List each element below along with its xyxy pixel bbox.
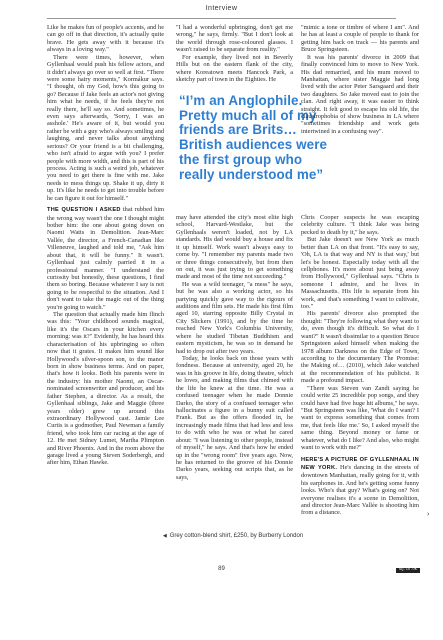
caption-triangle-icon: ◀ [162,533,167,539]
col2-paragraph: may have attended the city's most elite high school, Harvard-Westlake, but the Gyllenhaals weren't loaded, not by LA standards. His dad would buy a house and fix it up himself. Work wasn't always easy to come by. "I remember my parents made two or three things consecutively, but from then on out, it was just trying to get something made and most of the time not succeeding." [176,214,293,281]
section-lead: HERE'S A PICTURE OF GYLLENHAAL IN NEW YORK. [301,456,419,471]
continue-arrow-icon: › [427,511,430,518]
pull-quote-line: Pretty much all of my [179,107,317,123]
brand-badge: GQ.CO.UK [396,568,420,573]
photo-caption [47,533,419,545]
column-1 [47,24,164,529]
page-number: 89 [218,566,225,572]
pull-quote-line: friends are Brits… [179,122,297,138]
section-text: that rubbed him the wrong way wasn't the one I thought might bother him: the one about going down on Naomi Watts in Demolition. Jean-Marc Vallée, the director, a French-Canadian like Villeneuve, laughed and told me, "Ask him about that, it will be funny." It wasn't. Gyllenhaal just calmly parried it in a professional manner. "I understand the curiosity but honestly, these questions, I find them so boring. Because whatever I say is not going to be respectful to the situation. And I don't want to take the magic out of the thing you're going to watch." [47,206,164,311]
column-2-bottom [176,214,293,529]
col3-section [301,456,419,517]
col1-section [47,206,164,311]
page-header [0,0,443,22]
pull-quote-line: “I’m an Anglophile. [179,93,303,108]
pull-quote-line: really understood me” [179,166,324,182]
col1-paragraph: The question that actually made him flinch was this: "Your childhood sounds magical, like it's the Oscars in your kitchen every morning: was it?" Evidently, he has heard this characterisation of his upbringing so often now that it grates. It makes him sound like Hollywood's silver-spoon son, to the manor born in show business terms. And on paper, that's how it looks. Both his parents were in the industry: his mother Naomi, an Oscar-nominated screenwriter and producer, and his father Stephen, a director. As a result, the Gyllenhaal siblings, Jake and Maggie (three years older) grew up around this extraordinary Hollywood cast. Jamie Lee Curtis is a godmother, Paul Newman a family friend, who took him car racing at the age of 12. He met Sidney Lumet, Martha Plimpton and River Phoenix. And in the room above the garage lived a young Steven Soderbergh, and after him, Ethan Hawke. [47,311,164,467]
col1-paragraph: Like he makes fun of people's accents, and he can go off in that direction, it's actually quite brave. He gets away with it because it's always in a loving way." [47,24,164,54]
header-rule [47,18,396,19]
column-2-top [176,24,293,94]
column-3-top [301,24,419,135]
pull-quote-line: the first group who [179,151,303,167]
col2-paragraph: He was a wild teenager, "a mess" he says, but he was also a working actor, so his partying quickly gave way to the rigours of auditions and film sets. He made his first film aged 10, starring opposite Billy Crystal in City Slickers (1991), and by the time he reached New York's Columbia University, where he studied Tibetan Buddhism and eastern mysticism, he was so in demand he had to drop out after two years. [176,280,293,355]
col2-paragraph: Today, he looks back on those years with fondness. Because at university, aged 20, he was in his groove in life, doing theatre, which he loves, and making films that chimed with the life he knew at the time. He was a confused teenager when he made Donnie Darko, the story of a confused teenager who hallucinates a figure in a bunny suit called Frank. But as the offers flooded in, he increasingly made films that had less and less to do with who he was or what he cared about: "I was listening to other people, instead of myself," he says. And that's how he ended up in the "wrong room" five years ago. Now, he has returned to the groove of his Donnie Darko years, seeking out scripts that, as he says, [176,355,293,481]
section-text: He's dancing in the streets of downtown Manhattan, really going for it, with his earphones in. And he's getting some funny looks. Who's that guy? What's going on? Not everyone realises it's a scene in Demolition, and director Jean-Marc Vallée is shooting him from a distance. [301,463,420,517]
col2-paragraph: For example, they lived not in Beverly Hills but on the eastern flank of the city, where Koreatown meets Hancock Park, a sketchy part of town in the Eighties. He [176,53,293,83]
col1-paragraph: There were times, however, when Gyllenhaal would push his fellow actors, and it didn't always go over so well at first. "There were some hairy moments," Kormákur says. "I thought, oh my God, how's this going to go? Because if Jake feels an actor's not giving him what he needs, if he feels they're not really there, he'll say so. And sometimes, he even says afterwards, 'Sorry, I was an asshole.' He's aware of it, but would you rather be with a guy who's always smiling and laughing, and never talks about anything serious? Or your friend is a bit challenging, who isn't afraid to argue with you? I prefer people with more width, and this is part of his process. Acting is such a weird job, whatever you need to get there is fine with me. Jake needs to mess things up. Shake it up, dirty it up. It's like he needs to get into trouble before he can figure it out for himself." [47,53,164,202]
section-title: Interview [205,5,238,12]
col3-paragraph: But Jake doesn't see New York as much better than LA on that front. "It's easy to say, 'Oh, LA is that way and NY is that way,' but let's be honest. Especially today with all the cellphones. It's more about just being away from Hollywood," Gyllenhaal says. "Chris is someone I admire, and he lives in Massachusetts. His life is separate from his work, and that's something I want to cultivate, too." [301,236,419,311]
col3-paragraph: His parents' divorce also prompted the thought: "They're following what they want to do, even though it's difficult. So what do I want?" It wasn't dissimilar to a question Bruce Springsteen asked himself when making the 1978 album Darkness on the Edge of Town, according to the documentary The Promise: the Making of… (2010), which Jake watched at the recommendation of his publicist. It made a profound impact. [301,310,419,385]
section-lead: THE QUESTION I ASKED [47,207,121,214]
column-3-wrap [360,96,419,214]
col3-paragraph: "There was Steven van Zandt saying he could write 25 incredible pop songs, and they could have had five huge hit albums," he says. "But Springsteen was like, 'What do I want? I want to express something that comes from me, that feels like me.' So, I asked myself the same thing. Beyond money or fame or whatever, what do I like? And also, who might want to work with me?" [301,384,419,452]
pull-quote-line: British audiences were [179,137,328,153]
caption-text: Grey cotton-blend shirt, £250, by Burberry London [169,533,304,539]
col3-paragraph: It was his parents' divorce in 2009 that finally convinced him to move to New York. His dad remarried, and his mum moved to Manhattan, where sister Maggie had long lived with the actor Peter Sarsgaard and their two daughters. So Jake moved east to join the clan. And right away, it was easier to think straight. It felt good to escape his old life, the claustrophobia of show business in LA where "sometimes friendship and work gets intertwined in a confusing way". [301,53,419,135]
column-3-bottom [301,214,419,529]
col3-paragraph: "mimic a tone or timbre of where I am". And he has at least a couple of people to thank for getting him back on track — his parents and Bruce Springsteen. [301,24,419,54]
col3-paragraph: Chris Cooper suspects he was escaping celebrity culture. "I think Jake was being pecked to death by it," he says. [301,214,419,236]
col2-paragraph: "I had a wonderful upbringing, don't get me wrong," he says, firmly. "But I don't look at the world through rose-coloured glasses. I wasn't raised to be separate from reality." [176,24,293,54]
